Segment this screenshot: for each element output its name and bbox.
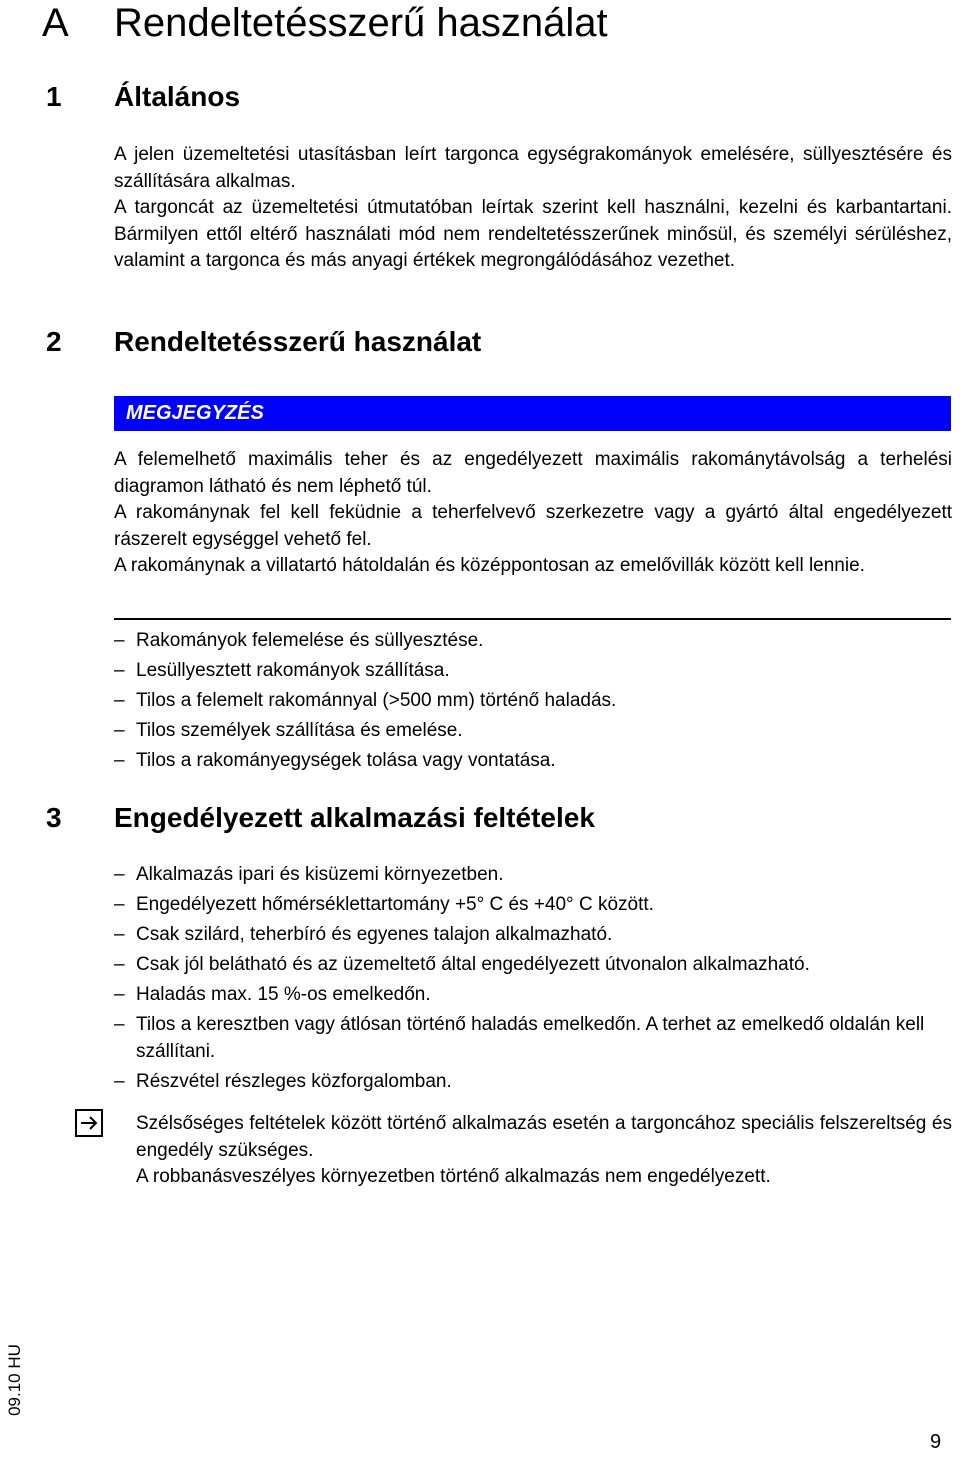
section-3-title: Engedélyezett alkalmazási feltételek <box>114 802 595 833</box>
section-1-number: 1 <box>46 81 62 112</box>
list-item: – Tilos a keresztben vagy átlósan történő haladás emelkedőn. A terhet az emelkedő oldalán kell szállítani. <box>114 1012 952 1065</box>
chapter-title: Rendeltetésszerű használat <box>114 1 608 45</box>
edition-label: 09.10 HU <box>5 1344 24 1416</box>
edition-label-container <box>1 1340 29 1420</box>
section-3-number: 3 <box>46 802 62 833</box>
note-banner <box>114 396 951 431</box>
note-end-rule <box>114 618 951 620</box>
chapter-letter: A <box>42 1 69 45</box>
list-item: – Részvétel részleges közforgalomban. <box>114 1069 952 1096</box>
page-number: 9 <box>930 1431 942 1453</box>
section-2-number: 2 <box>46 326 62 357</box>
arrow-right-box-icon <box>75 1109 103 1137</box>
section-2-list <box>114 628 952 778</box>
note-paragraph: A rakománynak fel kell feküdnie a teherfelvevő szerkezetre vagy a gyártó által engedélyezett rászerelt egységgel vehető fel. <box>114 502 952 550</box>
section-1-paragraph-1: A jelen üzemeltetési utasításban leírt targonca egységrakományok emelésére, süllyesztésére és szállítására alkalmas. <box>114 144 952 192</box>
list-item: – Lesüllyesztett rakományok szállítása. <box>114 658 952 685</box>
section-1-paragraph-2: A targoncát az üzemeltetési útmutatóban leírtak szerint kell használni, kezelni és karbantartani. Bármilyen ettől eltérő használati mód nem rendeltetésszerűnek minősül, és személyi sérüléshez, valamint a targonca és más anyagi értékek megrongálódásához vezethet. <box>114 197 952 271</box>
note-paragraph: A rakománynak a villatartó hátoldalán és középpontosan az emelővillák között kell lennie. <box>114 555 865 576</box>
note-label: MEGJEGYZÉS <box>126 402 264 424</box>
list-item: – Csak szilárd, teherbíró és egyenes talajon alkalmazható. <box>114 922 952 949</box>
list-item: – Engedélyezett hőmérséklettartomány +5° C és +40° C között. <box>114 892 952 919</box>
section-3-list <box>114 862 952 1099</box>
info-note-body <box>136 1111 952 1191</box>
list-item: – Rakományok felemelése és süllyesztése. <box>114 628 952 655</box>
list-item: – Tilos személyek szállítása és emelése. <box>114 718 952 745</box>
list-item: – Tilos a felemelt rakománnyal (>500 mm) történő haladás. <box>114 688 952 715</box>
info-paragraph-2: A robbanásveszélyes környezetben történő alkalmazás nem engedélyezett. <box>136 1166 771 1187</box>
section-1-body <box>114 142 952 275</box>
note-paragraph: A felemelhető maximális teher és az engedélyezett maximális rakománytávolság a terhelési diagramon látható és nem léphető túl. <box>114 449 952 497</box>
list-item: – Tilos a rakományegységek tolása vagy vontatása. <box>114 748 952 775</box>
list-item: – Haladás max. 15 %-os emelkedőn. <box>114 982 952 1009</box>
section-1-title: Általános <box>114 81 241 112</box>
info-paragraph-1: Szélsőséges feltételek között történő alkalmazás esetén a targoncához speciális felszereltség és engedély szükséges. <box>136 1113 952 1161</box>
list-item: – Csak jól belátható és az üzemeltető által engedélyezett útvonalon alkalmazható. <box>114 952 952 979</box>
note-body <box>114 447 952 580</box>
list-item: – Alkalmazás ipari és kisüzemi környezetben. <box>114 862 952 889</box>
section-2-title: Rendeltetésszerű használat <box>114 326 482 357</box>
